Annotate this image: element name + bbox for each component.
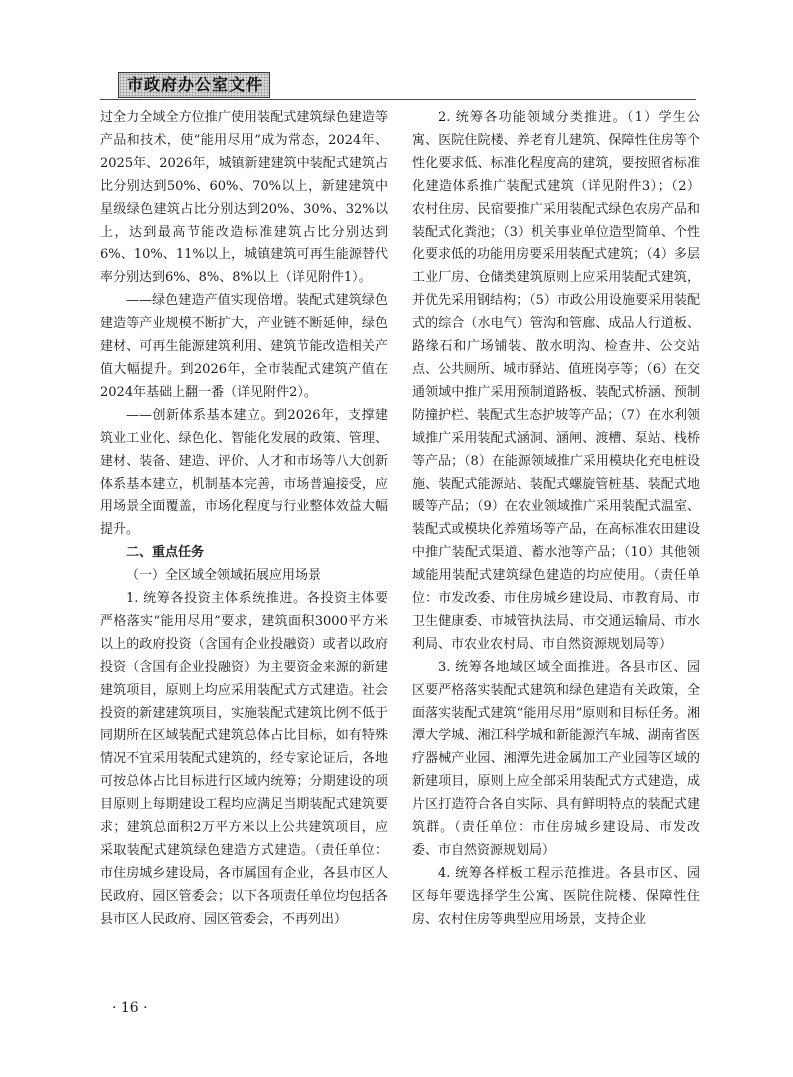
header-divider <box>100 99 696 100</box>
paragraph-innovation-system: ——创新体系基本建立。到2026年，支撑建筑业工业化、绿色化、智能化发展的政策、管理、建材、装备、建造、评价、人才和市场等八大创新体系基本建立，机制基本完善，市场普遍接受，应用场景全面覆盖，市场化程度与行业整体效益大幅提升。 <box>100 407 388 538</box>
paragraph-functional-domains: 2. 统筹各功能领域分类推进。（1）学生公寓、医院住院楼、养老育儿建筑、保障性住房等个性化要求低、标准化程度高的建筑，要按照省标准化建造体系推广装配式建筑（详见附件3）；（2）农村住房、民宿要推广采用装配式绿色农房产品和装配式化粪池；（3）机关事业单位造型简单、个性化要求低的功能用房要采用装配式建筑；（4）多层工业厂房、仓储类建筑原则上应采用装配式建筑，并优先采用钢结构；（5）市政公用设施要采用装配式的综合（水电气）管沟和管廊、成品人行道板、路缘石和广场铺装、散水明沟、检查井、公交站点、公共厕所、城市驿站、值班岗亭等；（6）在交通领域中推广采用预制道路板、装配式桥涵、预制防撞护栏、装配式生态护坡等产品；（7）在水利领域推广采用装配式涵洞、涵闸、渡槽、泵站、栈桥等产品；（8）在能源领域推广采用模块化充电桩设施、装配式能源站、装配式螺旋管桩基、装配式地暖等产品；（9）在农业领域推广采用装配式温室、装配式或模块化养殖场等产品，在高标准农田建设中推广装配式渠道、蓄水池等产品；（10）其他领域能用装配式建筑绿色建造的均应使用。（责任单位：市发改委、市住房城乡建设局、市教育局、市卫生健康委、市城管执法局、市交通运输局、市水利局、市农业农村局、市自然资源规划局等） <box>412 110 700 652</box>
subsection-heading: （一）全区域全领域拓展应用场景 <box>126 568 322 584</box>
paragraph-green-output: ——绿色建造产值实现倍增。装配式建筑绿色建造等产业规模不断扩大，产业链不断延伸，绿色建材、可再生能源建筑利用、建筑节能改造相关产值大幅提升。到2026年，全市装配式建筑产值在2024年基础上翻一番（详见附件2）。 <box>100 293 388 400</box>
section-heading-key-tasks: 二、重点任务 <box>126 545 205 561</box>
paragraph-regional-promotion: 3. 统筹各地域区域全面推进。各县市区、园区要严格落实装配式建筑和绿色建造有关政策，全面落实装配式建筑“能用尽用”原则和目标任务。湘潭大学城、湘江科学城和新能源汽车城、湖南省医疗器械产业园、湘潭先进金属加工产业园等区域的新建项目，原则上应全部采用装配式方式建造，成片区打造符合各自实际、具有鲜明特点的装配式建筑群。（责任单位：市住房城乡建设局、市发改委、市自然资源规划局） <box>412 659 700 858</box>
paragraph-investment-entities: 1. 统筹各投资主体系统推进。各投资主体要严格落实“能用尽用”要求，建筑面积3000平方米以上的政府投资（含国有企业投融资）或者以政府投资（含国有企业投融资）为主要资金来源的新建建筑项目，原则上均应采用装配式方式建造。社会投资的新建建筑项目，实施装配式建筑比例不低于同期所在区域装配式建筑总体占比目标，如有特殊情况不宜采用装配式建筑的，经专家论证后，各地可按总体占比目标进行区域内统筹；分期建设的项目原则上每期建设工程均应满足当期装配式建筑要求；建筑总面积2万平方米以上公共建筑项目，应采取装配式建筑绿色建造方式建造。（责任单位：市住房城乡建设局，各市属国有企业，各县市区人民政府、园区管委会；以下各项责任单位均包括各县市区人民政府、园区管委会，不再列出） <box>100 591 388 927</box>
left-column <box>100 107 388 932</box>
right-column <box>412 107 700 932</box>
section-header-label: 市政府办公室文件 <box>118 72 270 98</box>
paragraph-targets: 过全力全域全方位推广使用装配式建筑绿色建造等产品和技术，使“能用尽用”成为常态，2024年、2025年、2026年，城镇新建建筑中装配式建筑占比分别达到50%、60%、70%以上，新建建筑中星级绿色建筑占比分别达到20%、30%、32%以上，达到最高节能改造标准建筑占比分别达到6%、10%、11%以上，城镇建筑可再生能源替代率分别达到6%、8%、8%以上（详见附件1）。 <box>100 110 388 286</box>
page-number: · 16 · <box>112 1000 148 1016</box>
paragraph-demonstration-projects: 4. 统筹各样板工程示范推进。各县市区、园区每年要选择学生公寓、医院住院楼、保障性住房、农村住房等典型应用场景，支持企业 <box>412 865 700 927</box>
